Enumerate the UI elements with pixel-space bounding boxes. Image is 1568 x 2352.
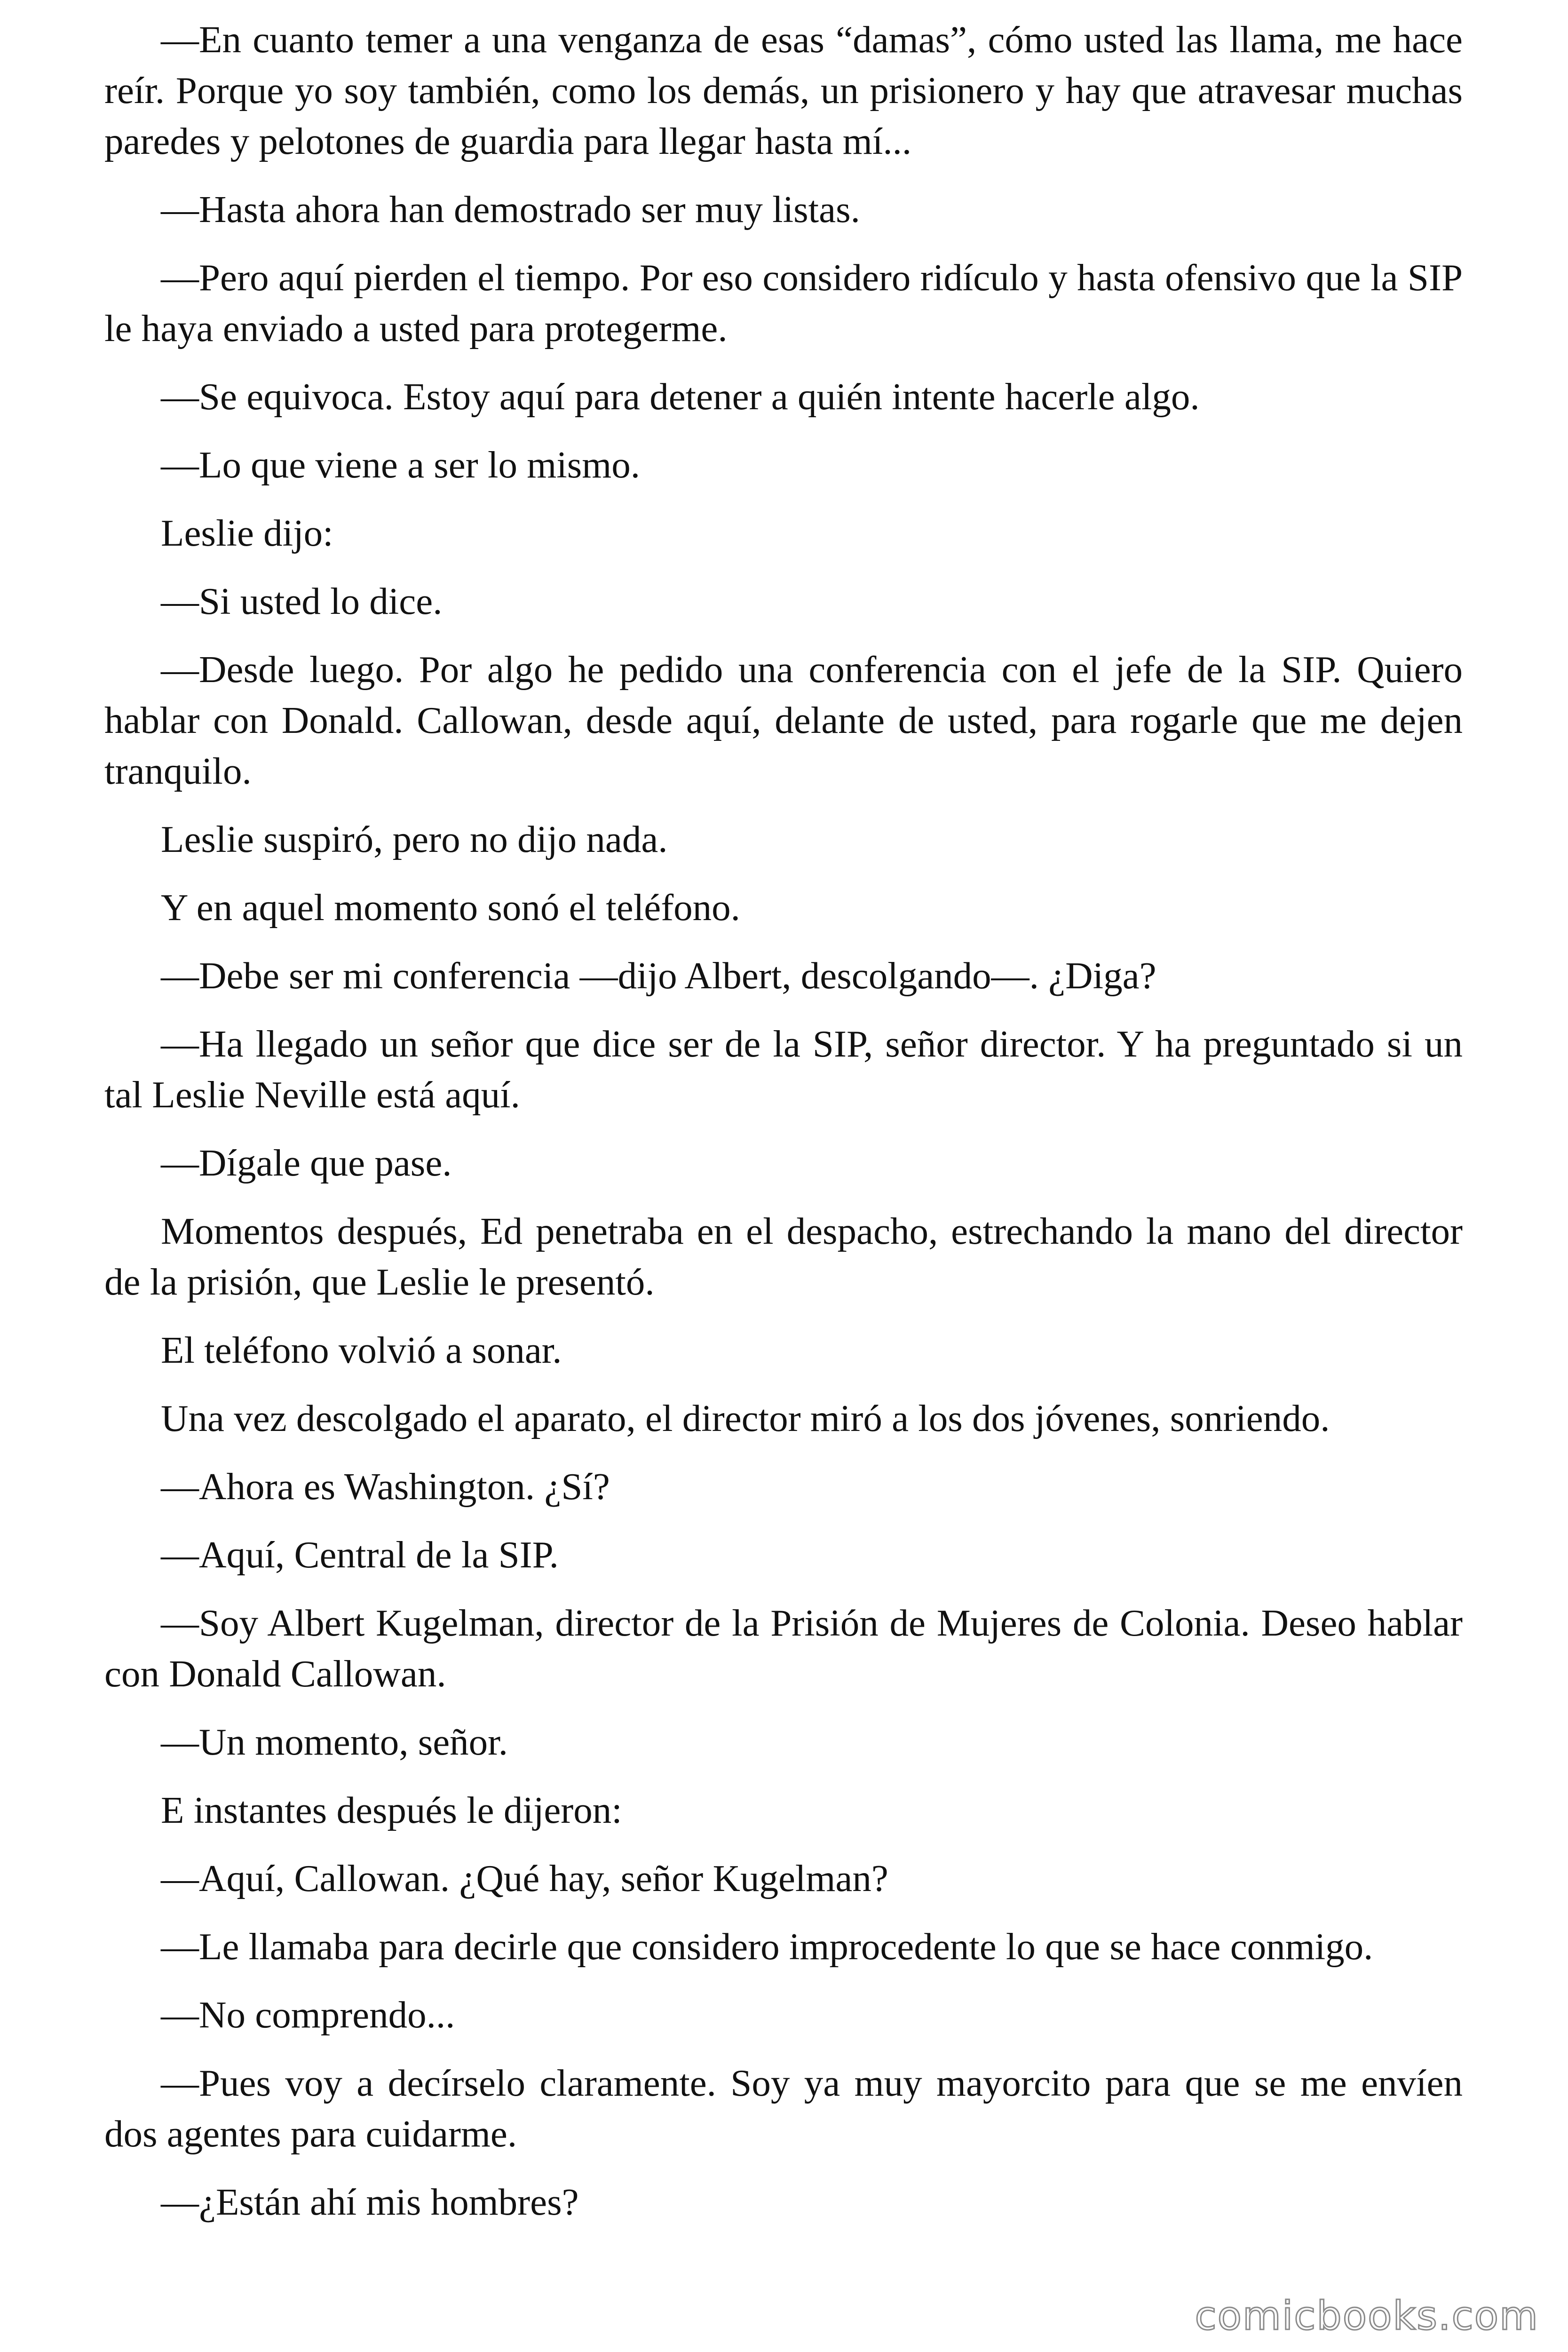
paragraph: —Lo que viene a ser lo mismo. [161,444,641,486]
watermark: comicbooks.com [1195,2293,1539,2339]
paragraph: —Dígale que pase. [161,1142,452,1184]
paragraph: —Ha llegado un señor que dice ser de la SIP, señor director. Y ha preguntado si un tal Leslie Neville está aquí. [104,1023,1463,1116]
paragraph: —Aquí, Central de la SIP. [161,1534,559,1576]
paragraph: E instantes después le dijeron: [161,1789,622,1831]
paragraph: Leslie suspiró, pero no dijo nada. [161,818,668,860]
paragraph: —Ahora es Washington. ¿Sí? [161,1465,610,1508]
paragraph: —Si usted lo dice. [161,580,443,622]
paragraph: —Pero aquí pierden el tiempo. Por eso considero ridículo y hasta ofensivo que la SIP le haya enviado a usted para protegerme. [104,256,1463,350]
paragraph: —Soy Albert Kugelman, director de la Prisión de Mujeres de Colonia. Deseo hablar con Donald Callowan. [104,1602,1463,1695]
paragraph: Y en aquel momento sonó el teléfono. [161,886,740,929]
paragraph: El teléfono volvió a sonar. [161,1329,562,1371]
paragraph: —No comprendo... [161,1994,455,2036]
paragraph: —En cuanto temer a una venganza de esas “damas”, cómo usted las llama, me hace reír. Porque yo soy también, como los demás, un prisionero y hay que atravesar muchas paredes y pelotones de guardia para llegar hasta mí... [104,18,1463,162]
paragraph: —Aquí, Callowan. ¿Qué hay, señor Kugelman? [161,1857,888,1899]
paragraph: —Debe ser mi conferencia —dijo Albert, descolgando—. ¿Diga? [161,954,1156,997]
paragraph: —Desde luego. Por algo he pedido una conferencia con el jefe de la SIP. Quiero hablar con Donald. Callowan, desde aquí, delante de usted, para rogarle que me dejen tranquilo. [104,648,1463,792]
paragraph: —Un momento, señor. [161,1721,508,1763]
text-column [104,14,1463,2245]
paragraph: Una vez descolgado el aparato, el director miró a los dos jóvenes, sonriendo. [161,1397,1330,1439]
paragraph: —Le llamaba para decirle que considero improcedente lo que se hace conmigo. [161,1925,1373,1968]
paragraph: Momentos después, Ed penetraba en el despacho, estrechando la mano del director de la prisión, que Leslie le presentó. [104,1210,1463,1303]
paragraph: —¿Están ahí mis hombres? [161,2181,579,2223]
paragraph: —Hasta ahora han demostrado ser muy listas. [161,188,860,230]
paragraph: —Pues voy a decírselo claramente. Soy ya muy mayorcito para que se me envíen dos agentes para cuidarme. [104,2062,1463,2155]
paragraph: Leslie dijo: [161,512,333,554]
paragraph: —Se equivoca. Estoy aquí para detener a quién intente hacerle algo. [161,375,1200,418]
